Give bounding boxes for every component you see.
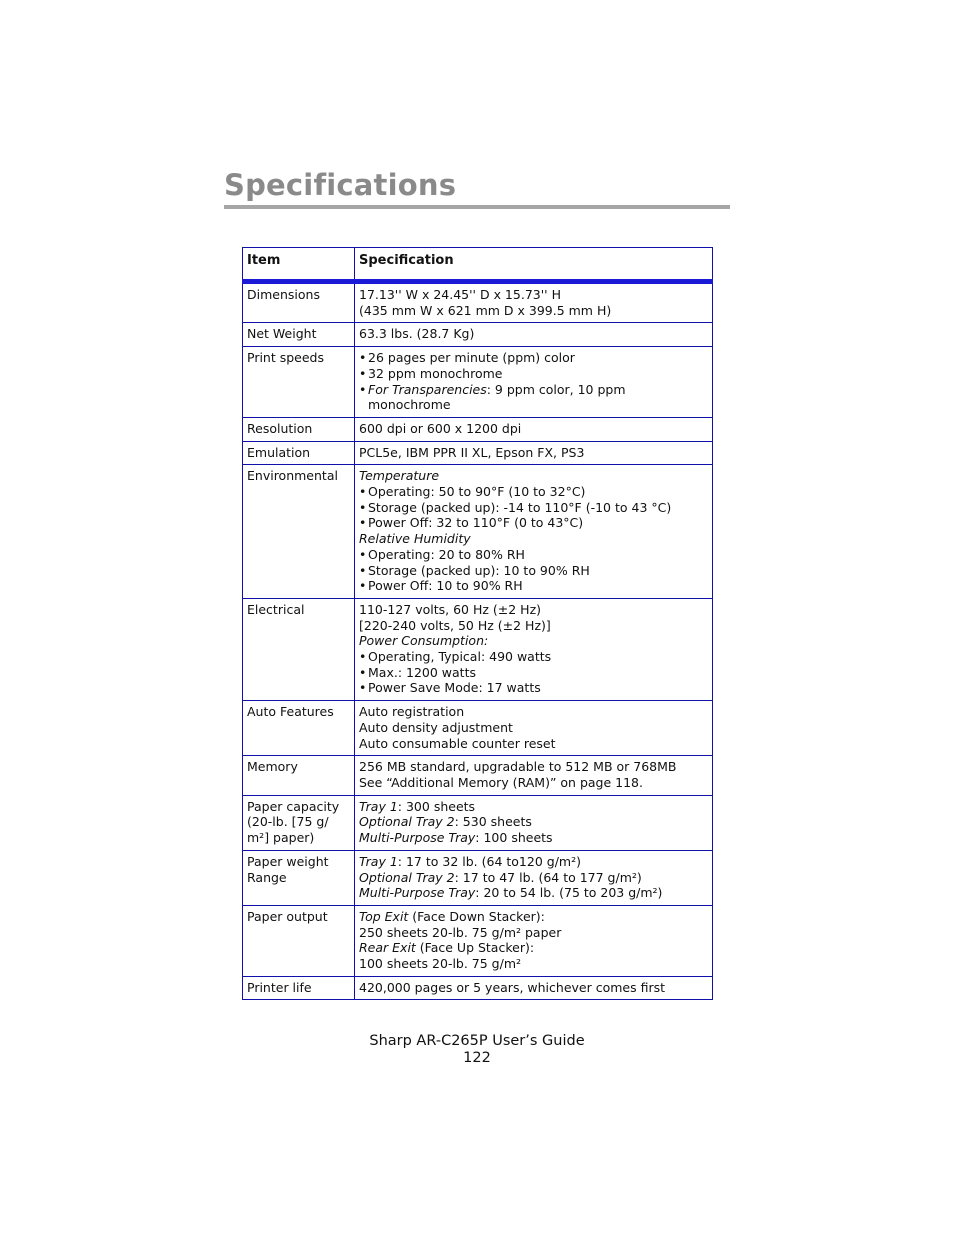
table-row (243, 441, 713, 465)
italic-label: Tray 1 (359, 853, 398, 869)
italic-label: Optional Tray 2 (359, 814, 455, 830)
spec-cell (355, 701, 713, 756)
spec-line: Auto consumable counter reset (359, 735, 556, 751)
spec-text: (Face Down Stacker): (408, 908, 545, 924)
spec-text: : 100 sheets (475, 830, 553, 846)
table-row (243, 905, 713, 976)
table-row (243, 465, 713, 599)
spec-cell (355, 850, 713, 905)
spec-cell (355, 441, 713, 465)
item-cell: Resolution (243, 417, 355, 441)
item-cell: Dimensions (243, 282, 355, 323)
page-title: Specifications (224, 168, 457, 202)
spec-text: : 300 sheets (397, 798, 476, 814)
spec-cell (355, 347, 713, 418)
item-cell: Paper output (243, 905, 355, 976)
spec-text: : 9 ppm color, 10 ppm monochrome (368, 381, 626, 413)
item-cell: Emulation (243, 441, 355, 465)
spec-line: 600 dpi or 600 x 1200 dpi (359, 420, 522, 436)
bullet-item: • Power Off: 10 to 90% RH (359, 578, 708, 594)
spec-line: PCL5e, IBM PPR II XL, Epson FX, PS3 (359, 444, 585, 460)
bullet-item: • Operating, Typical: 490 watts (359, 649, 708, 665)
footer-guide-title: Sharp AR-C265P User’s Guide (369, 1033, 585, 1049)
bullet-item: • Power Off: 32 to 110°F (0 to 43°C) (359, 515, 708, 531)
spec-text: : 20 to 54 lb. (75 to 203 g/m²) (475, 885, 663, 901)
item-cell: Print speeds (243, 347, 355, 418)
bullet-item: • Storage (packed up): 10 to 90% RH (359, 563, 708, 579)
spec-cell (355, 282, 713, 323)
column-header-item: Item (243, 248, 355, 282)
spec-line (359, 885, 708, 901)
table-row (243, 282, 713, 323)
spec-line: 250 sheets 20-lb. 75 g/m² paper (359, 924, 562, 940)
title-underline (224, 205, 730, 209)
table-row (243, 756, 713, 795)
spec-line (359, 814, 708, 830)
spec-line: [220-240 volts, 50 Hz (±2 Hz)] (359, 617, 551, 633)
spec-line: 17.13'' W x 24.45'' D x 15.73'' H (359, 287, 561, 302)
bullet-list (359, 350, 708, 413)
spec-text: (Face Up Stacker): (415, 940, 535, 956)
table-row (243, 323, 713, 347)
spec-line (359, 854, 708, 870)
table-row (243, 976, 713, 1000)
italic-label: Multi-Purpose Tray (359, 830, 476, 846)
bullet-list (359, 547, 708, 594)
italic-label: Top Exit (359, 908, 409, 924)
spec-line (359, 909, 708, 925)
table-row (243, 850, 713, 905)
bullet-item: • 26 pages per minute (ppm) color (359, 350, 708, 366)
table-row (243, 347, 713, 418)
item-cell: Electrical (243, 598, 355, 700)
spec-line: See “Additional Memory (RAM)” on page 118. (359, 774, 643, 790)
spec-text: : 17 to 32 lb. (64 to120 g/m²) (397, 853, 581, 869)
spec-line (359, 830, 708, 846)
spec-cell (355, 905, 713, 976)
bullet-item: • 32 ppm monochrome (359, 366, 708, 382)
bullet-item: • Power Save Mode: 17 watts (359, 680, 708, 696)
item-cell: Printer life (243, 976, 355, 1000)
italic-label: Multi-Purpose Tray (359, 885, 476, 901)
spec-line: 63.3 lbs. (28.7 Kg) (359, 326, 475, 342)
italic-label: Temperature (359, 468, 440, 484)
spec-line: 110-127 volts, 60 Hz (±2 Hz) (359, 601, 542, 617)
spec-line: Auto density adjustment (359, 719, 513, 735)
bullet-item: • Operating: 50 to 90°F (10 to 32°C) (359, 484, 708, 500)
specifications-table (242, 247, 713, 1000)
bullet-item (359, 382, 708, 413)
spec-line (359, 870, 708, 886)
item-cell: Paper weight Range (243, 850, 355, 905)
bullet-list (359, 484, 708, 531)
item-cell: Net Weight (243, 323, 355, 347)
italic-label: Tray 1 (359, 798, 398, 814)
italic-label: Rear Exit (359, 940, 416, 956)
spec-cell (355, 323, 713, 347)
spec-text: : 17 to 47 lb. (64 to 177 g/m²) (454, 869, 642, 885)
table-header-row (243, 248, 713, 282)
table-row (243, 598, 713, 700)
item-cell: Paper capacity (20-lb. [75 g/ m²] paper) (243, 795, 355, 850)
spec-text: : 530 sheets (454, 814, 532, 830)
column-header-specification: Specification (355, 248, 713, 282)
item-cell: Environmental (243, 465, 355, 599)
italic-label: Optional Tray 2 (359, 869, 455, 885)
spec-line: (435 mm W x 621 mm D x 399.5 mm H) (359, 302, 612, 318)
bullet-list (359, 649, 708, 696)
table-row (243, 417, 713, 441)
spec-line: 420,000 pages or 5 years, whichever comes first (359, 979, 666, 995)
italic-label: Power Consumption: (359, 633, 489, 649)
spec-line (359, 940, 708, 956)
bullet-item: • Max.: 1200 watts (359, 665, 708, 681)
spec-cell (355, 976, 713, 1000)
table-row (243, 701, 713, 756)
item-cell: Memory (243, 756, 355, 795)
page-number: 122 (463, 1050, 491, 1066)
spec-cell (355, 465, 713, 599)
table-row (243, 795, 713, 850)
spec-line: Auto registration (359, 704, 465, 720)
spec-cell (355, 598, 713, 700)
bullet-item: • Storage (packed up): -14 to 110°F (-10 to 43 °C) (359, 500, 708, 516)
italic-label: For Transparencies (368, 381, 487, 397)
spec-cell (355, 417, 713, 441)
bullet-item: • Operating: 20 to 80% RH (359, 547, 708, 563)
italic-label: Relative Humidity (359, 531, 471, 547)
item-cell: Auto Features (243, 701, 355, 756)
spec-cell (355, 795, 713, 850)
spec-line: 100 sheets 20-lb. 75 g/m² (359, 956, 522, 972)
page-footer (0, 1033, 954, 1067)
spec-cell (355, 756, 713, 795)
spec-line: 256 MB standard, upgradable to 512 MB or 768MB (359, 759, 677, 775)
spec-line (359, 799, 708, 815)
